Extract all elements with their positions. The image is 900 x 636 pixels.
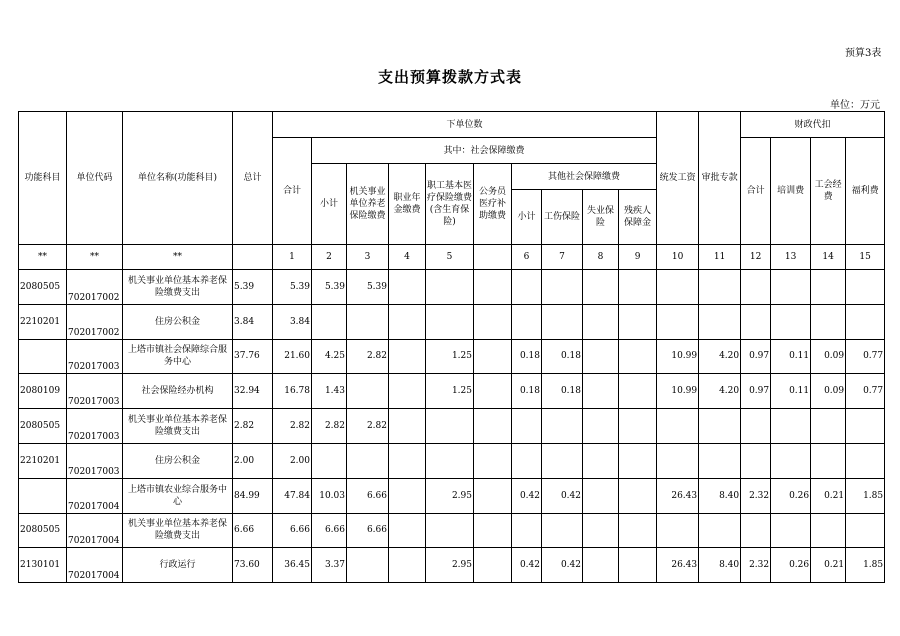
value-cell: 8.40 bbox=[699, 548, 741, 583]
total-cell: 73.60 bbox=[233, 548, 273, 583]
value-cell: 6.66 bbox=[273, 513, 312, 548]
header-civil-medical: 公务员医疗补助缴费 bbox=[474, 164, 512, 245]
value-cell: 0.97 bbox=[741, 339, 771, 374]
header-pension: 机关事业单位养老保险缴费 bbox=[347, 164, 389, 245]
value-cell: 0.21 bbox=[811, 478, 846, 513]
value-cell: 1.85 bbox=[846, 478, 885, 513]
value-cell bbox=[583, 548, 619, 583]
header-union: 工会经费 bbox=[811, 138, 846, 245]
header-unemployment: 失业保险 bbox=[583, 190, 619, 245]
value-cell bbox=[771, 409, 811, 444]
value-cell bbox=[583, 304, 619, 339]
value-cell bbox=[542, 409, 583, 444]
value-cell bbox=[347, 374, 389, 409]
unit-code-cell: 702017002 bbox=[67, 270, 123, 305]
value-cell bbox=[657, 513, 699, 548]
header-sum: 合计 bbox=[273, 138, 312, 245]
index-cell: 6 bbox=[512, 245, 542, 270]
value-cell: 2.95 bbox=[426, 478, 474, 513]
value-cell: 0.09 bbox=[811, 374, 846, 409]
value-cell bbox=[347, 548, 389, 583]
unit-name-cell: 行政运行 bbox=[123, 548, 233, 583]
header-medical: 职工基本医疗保险缴费(含生育保险) bbox=[426, 164, 474, 245]
value-cell bbox=[771, 304, 811, 339]
value-cell bbox=[474, 443, 512, 478]
value-cell bbox=[583, 339, 619, 374]
table-row bbox=[19, 409, 885, 444]
value-cell bbox=[619, 443, 657, 478]
index-cell: 7 bbox=[542, 245, 583, 270]
header-disability: 残疾人保障金 bbox=[619, 190, 657, 245]
value-cell bbox=[811, 409, 846, 444]
value-cell: 6.66 bbox=[312, 513, 347, 548]
value-cell: 0.42 bbox=[512, 478, 542, 513]
index-cell: 1 bbox=[273, 245, 312, 270]
value-cell: 0.77 bbox=[846, 339, 885, 374]
value-cell bbox=[474, 339, 512, 374]
value-cell bbox=[583, 409, 619, 444]
table-row bbox=[19, 374, 885, 409]
value-cell bbox=[811, 443, 846, 478]
value-cell bbox=[619, 478, 657, 513]
value-cell: 4.20 bbox=[699, 339, 741, 374]
value-cell bbox=[389, 478, 426, 513]
value-cell bbox=[846, 270, 885, 305]
value-cell bbox=[811, 513, 846, 548]
header-fiscal-deduct: 财政代扣 bbox=[741, 112, 885, 138]
value-cell: 0.09 bbox=[811, 339, 846, 374]
value-cell: 1.25 bbox=[426, 339, 474, 374]
value-cell bbox=[699, 270, 741, 305]
value-cell: 0.42 bbox=[542, 548, 583, 583]
header-total: 总计 bbox=[233, 112, 273, 245]
value-cell bbox=[474, 409, 512, 444]
unit-name-cell: 机关事业单位基本养老保险缴费支出 bbox=[123, 270, 233, 305]
unit-name-cell: 机关事业单位基本养老保险缴费支出 bbox=[123, 409, 233, 444]
value-cell: 1.43 bbox=[312, 374, 347, 409]
header-injury: 工伤保险 bbox=[542, 190, 583, 245]
value-cell bbox=[657, 270, 699, 305]
value-cell bbox=[347, 443, 389, 478]
unit-name-cell: 上塔市镇农业综合服务中心 bbox=[123, 478, 233, 513]
value-cell bbox=[771, 443, 811, 478]
value-cell: 2.82 bbox=[347, 339, 389, 374]
value-cell bbox=[542, 513, 583, 548]
value-cell bbox=[512, 304, 542, 339]
value-cell: 3.37 bbox=[312, 548, 347, 583]
unit-code-cell: 702017003 bbox=[67, 443, 123, 478]
index-cell: 11 bbox=[699, 245, 741, 270]
header-unit-code: 单位代码 bbox=[67, 112, 123, 245]
value-cell: 5.39 bbox=[273, 270, 312, 305]
func-subject-cell: 2080109 bbox=[19, 374, 67, 409]
value-cell: 0.11 bbox=[771, 374, 811, 409]
table-row bbox=[19, 339, 885, 374]
table-row bbox=[19, 548, 885, 583]
value-cell bbox=[699, 409, 741, 444]
value-cell: 4.20 bbox=[699, 374, 741, 409]
value-cell bbox=[542, 270, 583, 305]
value-cell bbox=[426, 304, 474, 339]
index-cell: 12 bbox=[741, 245, 771, 270]
header-wage: 统发工资 bbox=[657, 112, 699, 245]
value-cell: 2.32 bbox=[741, 548, 771, 583]
value-cell bbox=[583, 443, 619, 478]
unit-name-cell: 住房公积金 bbox=[123, 443, 233, 478]
unit-name-cell: 社会保险经办机构 bbox=[123, 374, 233, 409]
value-cell bbox=[657, 443, 699, 478]
index-cell: 5 bbox=[426, 245, 474, 270]
value-cell bbox=[389, 548, 426, 583]
value-cell: 26.43 bbox=[657, 548, 699, 583]
total-cell: 2.00 bbox=[233, 443, 273, 478]
value-cell bbox=[312, 443, 347, 478]
header-training: 培训费 bbox=[771, 138, 811, 245]
value-cell bbox=[846, 409, 885, 444]
func-subject-cell: 2080505 bbox=[19, 270, 67, 305]
value-cell: 6.66 bbox=[347, 478, 389, 513]
func-subject-cell: 2080505 bbox=[19, 513, 67, 548]
value-cell bbox=[619, 513, 657, 548]
value-cell: 5.39 bbox=[312, 270, 347, 305]
value-cell: 10.99 bbox=[657, 374, 699, 409]
value-cell bbox=[312, 304, 347, 339]
total-cell: 84.99 bbox=[233, 478, 273, 513]
value-cell: 4.25 bbox=[312, 339, 347, 374]
header-func-subject: 功能科目 bbox=[19, 112, 67, 245]
unit-code-cell: 702017003 bbox=[67, 374, 123, 409]
value-cell bbox=[699, 304, 741, 339]
value-cell: 2.32 bbox=[741, 478, 771, 513]
table-row bbox=[19, 443, 885, 478]
value-cell: 0.21 bbox=[811, 548, 846, 583]
value-cell bbox=[512, 270, 542, 305]
value-cell bbox=[347, 304, 389, 339]
table-body bbox=[19, 270, 885, 583]
value-cell bbox=[619, 339, 657, 374]
value-cell bbox=[619, 374, 657, 409]
value-cell bbox=[811, 270, 846, 305]
value-cell bbox=[512, 443, 542, 478]
value-cell: 10.99 bbox=[657, 339, 699, 374]
index-cell: 10 bbox=[657, 245, 699, 270]
value-cell bbox=[619, 270, 657, 305]
unit-label: 单位：万元 bbox=[830, 100, 880, 111]
unit-code-cell: 702017004 bbox=[67, 548, 123, 583]
total-cell: 6.66 bbox=[233, 513, 273, 548]
header-other-social: 其他社会保障缴费 bbox=[512, 164, 657, 190]
value-cell bbox=[474, 548, 512, 583]
value-cell: 0.18 bbox=[542, 339, 583, 374]
value-cell bbox=[741, 304, 771, 339]
func-subject-cell bbox=[19, 339, 67, 374]
index-cell bbox=[474, 245, 512, 270]
value-cell: 10.03 bbox=[312, 478, 347, 513]
func-subject-cell: 2130101 bbox=[19, 548, 67, 583]
value-cell: 5.39 bbox=[347, 270, 389, 305]
value-cell: 3.84 bbox=[273, 304, 312, 339]
value-cell bbox=[811, 304, 846, 339]
value-cell bbox=[619, 304, 657, 339]
index-cell: 9 bbox=[619, 245, 657, 270]
value-cell bbox=[846, 304, 885, 339]
header-of-which-social: 其中：社会保障缴费 bbox=[312, 138, 657, 164]
value-cell: 0.11 bbox=[771, 339, 811, 374]
value-cell bbox=[846, 513, 885, 548]
value-cell: 0.18 bbox=[512, 374, 542, 409]
value-cell bbox=[426, 513, 474, 548]
value-cell: 0.18 bbox=[542, 374, 583, 409]
value-cell: 21.60 bbox=[273, 339, 312, 374]
unit-name-cell: 上塔市镇社会保障综合服务中心 bbox=[123, 339, 233, 374]
value-cell: 8.40 bbox=[699, 478, 741, 513]
value-cell: 16.78 bbox=[273, 374, 312, 409]
value-cell bbox=[846, 443, 885, 478]
value-cell bbox=[583, 513, 619, 548]
index-cell: 13 bbox=[771, 245, 811, 270]
unit-code-cell: 702017003 bbox=[67, 339, 123, 374]
index-cell: 2 bbox=[312, 245, 347, 270]
func-subject-cell bbox=[19, 478, 67, 513]
value-cell bbox=[542, 304, 583, 339]
value-cell bbox=[657, 304, 699, 339]
func-subject-cell: 2210201 bbox=[19, 304, 67, 339]
value-cell bbox=[657, 409, 699, 444]
index-cell: 14 bbox=[811, 245, 846, 270]
value-cell: 2.00 bbox=[273, 443, 312, 478]
value-cell bbox=[512, 513, 542, 548]
table-row bbox=[19, 304, 885, 339]
header-subtotal: 小计 bbox=[312, 164, 347, 245]
header-welfare: 福利费 bbox=[846, 138, 885, 245]
value-cell: 1.25 bbox=[426, 374, 474, 409]
value-cell: 0.42 bbox=[542, 478, 583, 513]
table-row bbox=[19, 478, 885, 513]
value-cell bbox=[426, 270, 474, 305]
value-cell bbox=[389, 339, 426, 374]
value-cell bbox=[474, 513, 512, 548]
unit-code-cell: 702017004 bbox=[67, 513, 123, 548]
value-cell bbox=[389, 304, 426, 339]
value-cell bbox=[741, 270, 771, 305]
value-cell bbox=[771, 513, 811, 548]
value-cell bbox=[474, 304, 512, 339]
value-cell: 0.42 bbox=[512, 548, 542, 583]
unit-code-cell: 702017003 bbox=[67, 409, 123, 444]
header-lower-units: 下单位数 bbox=[273, 112, 657, 138]
total-cell: 5.39 bbox=[233, 270, 273, 305]
value-cell: 2.95 bbox=[426, 548, 474, 583]
header-fd-sum: 合计 bbox=[741, 138, 771, 245]
value-cell bbox=[474, 374, 512, 409]
value-cell: 26.43 bbox=[657, 478, 699, 513]
value-cell: 0.77 bbox=[846, 374, 885, 409]
value-cell: 2.82 bbox=[273, 409, 312, 444]
value-cell: 47.84 bbox=[273, 478, 312, 513]
value-cell bbox=[389, 374, 426, 409]
value-cell bbox=[619, 548, 657, 583]
value-cell: 2.82 bbox=[347, 409, 389, 444]
value-cell bbox=[426, 443, 474, 478]
index-cell bbox=[233, 245, 273, 270]
value-cell bbox=[699, 513, 741, 548]
total-cell: 32.94 bbox=[233, 374, 273, 409]
value-cell bbox=[771, 270, 811, 305]
func-subject-cell: 2210201 bbox=[19, 443, 67, 478]
value-cell bbox=[583, 478, 619, 513]
value-cell bbox=[474, 270, 512, 305]
budget-table bbox=[18, 111, 885, 583]
func-subject-cell: 2080505 bbox=[19, 409, 67, 444]
unit-code-cell: 702017002 bbox=[67, 304, 123, 339]
page-title: 支出预算拨款方式表 bbox=[377, 68, 522, 86]
index-cell: ** bbox=[19, 245, 67, 270]
total-cell: 3.84 bbox=[233, 304, 273, 339]
index-cell: ** bbox=[123, 245, 233, 270]
value-cell bbox=[741, 409, 771, 444]
value-cell: 1.85 bbox=[846, 548, 885, 583]
total-cell: 37.76 bbox=[233, 339, 273, 374]
value-cell bbox=[583, 374, 619, 409]
value-cell: 6.66 bbox=[347, 513, 389, 548]
value-cell bbox=[389, 409, 426, 444]
value-cell bbox=[389, 270, 426, 305]
value-cell bbox=[583, 270, 619, 305]
value-cell: 0.26 bbox=[771, 548, 811, 583]
value-cell bbox=[741, 443, 771, 478]
header-other-subtotal: 小计 bbox=[512, 190, 542, 245]
index-cell: 3 bbox=[347, 245, 389, 270]
value-cell: 0.26 bbox=[771, 478, 811, 513]
value-cell bbox=[512, 409, 542, 444]
unit-code-cell: 702017004 bbox=[67, 478, 123, 513]
table-row bbox=[19, 513, 885, 548]
value-cell: 36.45 bbox=[273, 548, 312, 583]
total-cell: 2.82 bbox=[233, 409, 273, 444]
value-cell bbox=[741, 513, 771, 548]
header-unit-name: 单位名称(功能科目) bbox=[123, 112, 233, 245]
index-cell: 4 bbox=[389, 245, 426, 270]
index-cell: ** bbox=[67, 245, 123, 270]
value-cell bbox=[474, 478, 512, 513]
value-cell bbox=[619, 409, 657, 444]
value-cell: 0.18 bbox=[512, 339, 542, 374]
form-number: 预算3表 bbox=[845, 48, 882, 59]
unit-name-cell: 机关事业单位基本养老保险缴费支出 bbox=[123, 513, 233, 548]
unit-name-cell: 住房公积金 bbox=[123, 304, 233, 339]
value-cell bbox=[426, 409, 474, 444]
header-approved: 审批专款 bbox=[699, 112, 741, 245]
index-row bbox=[19, 245, 885, 270]
value-cell bbox=[699, 443, 741, 478]
value-cell: 0.97 bbox=[741, 374, 771, 409]
table-row bbox=[19, 270, 885, 305]
header-annuity: 职业年金缴费 bbox=[389, 164, 426, 245]
value-cell bbox=[389, 443, 426, 478]
index-cell: 15 bbox=[846, 245, 885, 270]
value-cell: 2.82 bbox=[312, 409, 347, 444]
value-cell bbox=[389, 513, 426, 548]
index-cell: 8 bbox=[583, 245, 619, 270]
value-cell bbox=[542, 443, 583, 478]
